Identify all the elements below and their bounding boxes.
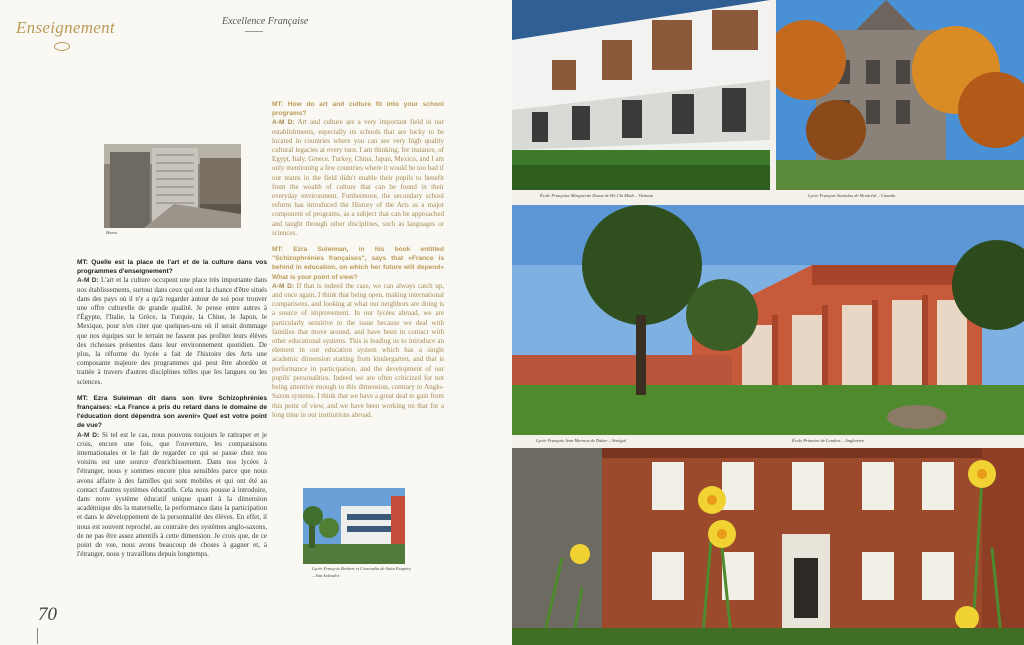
- answer-lead: A-M D:: [77, 431, 100, 439]
- photo-london-school: [512, 448, 1024, 645]
- question-1: MT: Quelle est la place de l'art et de la culture dans vos programmes d'enseignement?: [77, 259, 267, 276]
- question-2: MT: Ezra Suleiman dit dans son livre Schizophrénies françaises: «La France a pris du retard dans le domaine de l'éducation dont dépendra son avenir» Quel est votre point de vue?: [77, 394, 267, 430]
- answer-2: If that is indeed the case, we can always catch up, and once again, I think that being open, making international comparisons, and looking at what our neighbors are doing is a source of improvement. In our lycées abroad, we are particularly sensitive to the issue because we deal with families that move around, and have been in contact with other educational systems. This is leading us to introduce an element in our education system which has a single academic dimension starting from kindergarten, and that is performance in participation, and the development of our pupils' personalities. Indeed we are often criticized for not being attentive enough to this dimension, contrary to Anglo-Saxon systems. I think that we have a great deal to gain from this point of view, and we have been working on that for a long time in our institutions abroad.: [272, 281, 444, 419]
- photo-caption: École Primaire de Londres – Angleterre: [792, 438, 865, 443]
- question-1: MT: How do art and culture fit into your school programs?: [272, 101, 444, 118]
- photo-caption: – San Salvador: [312, 573, 340, 578]
- section-tag: Enseignement: [16, 18, 115, 37]
- photo-caption: Lycée François Berbert et Concordia de Saint Exupéry: [312, 566, 412, 571]
- answer-1: L'art et la culture occupent une place très importante dans nos établissements, surtout dans ceux qui ont la chance d'être situés dans des pays où il n'y a qu'à regarder autour de soi pour trouver une offre culturelle de grande qualité. Je pense entre autres à l'Égypte, l'Italie, la Grèce, la Turquie, la Chine, le Japon, le Mexique, pour n'en citer que quelques-uns où il serait dommage que nos équipes sur le terrain ne fassent pas profiter leurs élèves des richesses présentes dans leur environnement quotidien. De plus, la réforme du lycée a fait de l'histoire des Arts une composante majeure des programmes qui peut être abordée et traitée à travers d'autres disciplines telles que les langues ou les sciences.: [77, 276, 268, 386]
- answer-lead: A-M D:: [272, 282, 295, 290]
- page-number: 70: [38, 604, 57, 625]
- running-head: Excellence Française: [222, 16, 309, 27]
- question-2: MT: Ezra Suleiman, in his book entitled "Schizophrénies françaises", says that «France is behind in education, on which her future will depend» What is your point of view?: [272, 246, 444, 281]
- english-column: [272, 100, 444, 427]
- photo-dakar-school: [512, 205, 1024, 435]
- french-column: [77, 258, 267, 567]
- answer-lead: A-M D:: [77, 277, 99, 285]
- photo-caption: École Française Marguerite Duras de Hô Chi Minh – Vietnam: [540, 193, 653, 198]
- photo-caption: Lycée Français Jean Mermoz de Dakar – Sénégal: [536, 438, 626, 443]
- running-head-rule: [245, 31, 263, 32]
- right-page: [512, 0, 1024, 645]
- photo-montreal-school: [776, 0, 1024, 190]
- photo-san-salvador: [303, 488, 405, 564]
- answer-1: Art and culture are a very important field in our establishments, especially its schools that are lucky to be located in countries where you can see very high quality cultural legacies at every turn. I am thinking, for instance, of Egypt, Italy, Greece, Turkey, China, Japan, Mexico, and I am only mentioning a few countries where it would be too bad if our teams in the field didn't enable their pupils to benefit from the wealth of culture that can be found in their everyday environment. Furthermore, the secondary school reform has introduced the History of the Arts as a major component of programs, as a subject that can be approached and taught through other disciplines, such as languages or sciences.: [272, 118, 444, 237]
- flourish-ornament: [54, 42, 70, 51]
- photo-ho-chi-minh-school: [512, 0, 770, 190]
- answer-lead: A-M D:: [272, 119, 295, 127]
- photo-hanoi: [104, 144, 241, 228]
- page-number-rule: [37, 628, 38, 644]
- answer-2: Si tel est le cas, nous pouvons toujours le rattraper et je crois, encore une fois, que l'ouverture, les comparaisons internationales et le fait de regarder ce qui se passe chez nos voisins est une source d'enrichissement. Dans nos lycées à l'étranger, nous y sommes encore plus sensibles parce que nous avons affaire à des familles qui sont mobiles et qui ont été au contact d'autres systèmes éducatifs. Cela nous pousse à introduire, dans notre système éducatif unique quant à la dimension académique dès la maternelle, la performance dans la participation et dans le développement de la personnalité des élèves. En effet, il nous est souvent reproché, au contraire des systèmes anglo-saxons, de ne pas être assez attentifs à cette dimension. Je crois que, de ce point de vue, nous avons beaucoup de choses à gagner et, à l'étranger, nous y travaillons depuis longtemps.: [77, 430, 268, 559]
- photo-caption: Hanoï: [106, 230, 118, 235]
- photo-caption: Lycée Français Stanislas de Montréal – Canada: [808, 193, 896, 198]
